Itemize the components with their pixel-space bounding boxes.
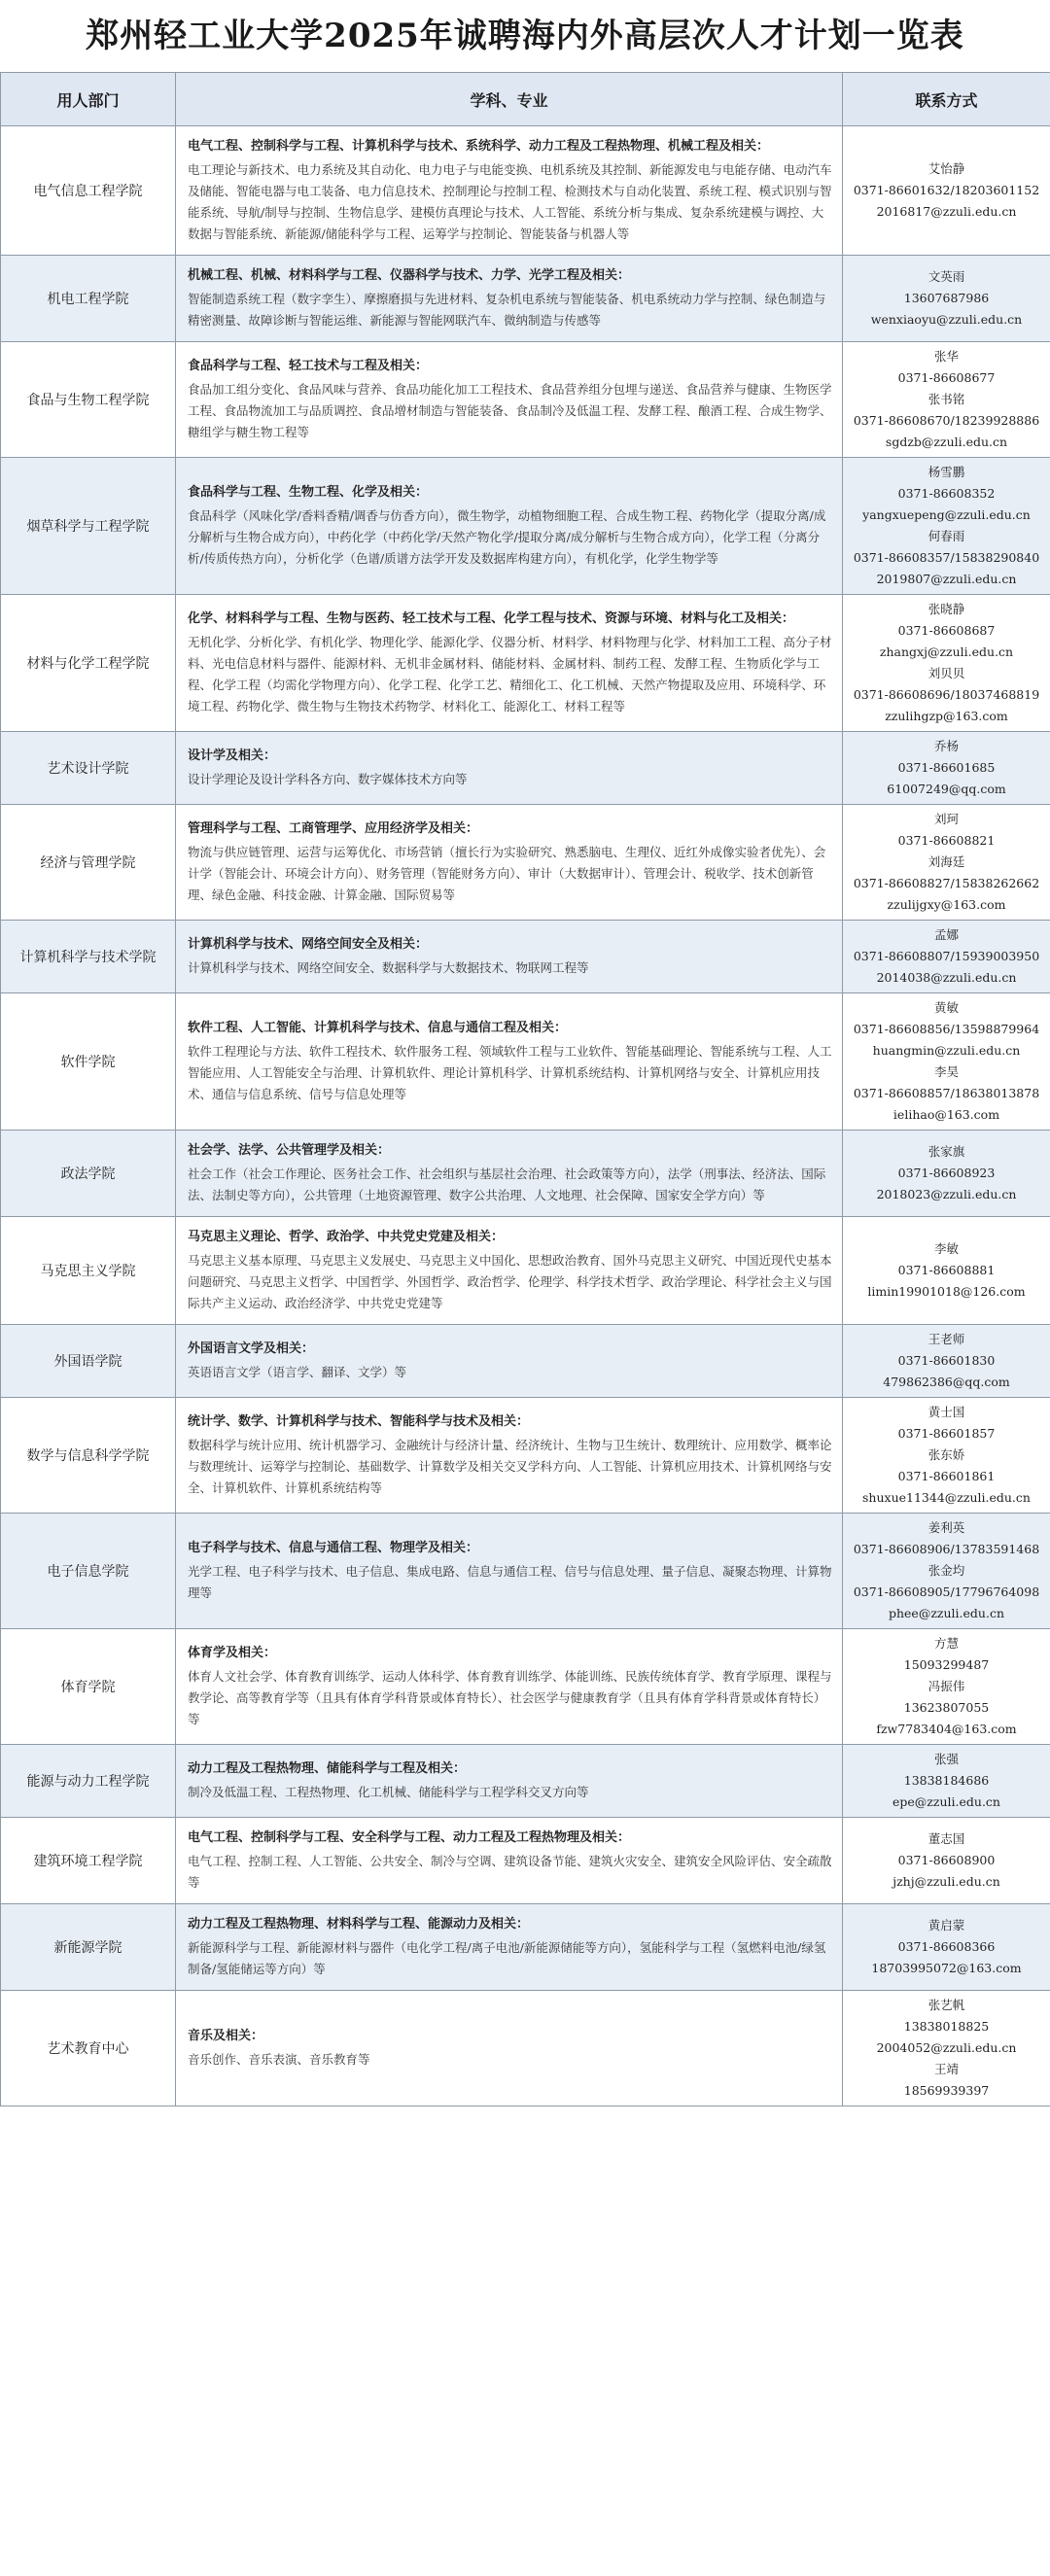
contact-cell <box>843 256 1050 342</box>
table-row <box>1 595 1050 732</box>
contact-cell <box>843 993 1050 1131</box>
contact-line: 0371-86608900 <box>897 1853 996 1867</box>
contact-line: 0371-86608677 <box>897 370 996 385</box>
contact-line: jzhj@zzuli.edu.cn <box>892 1874 1000 1889</box>
subject-cell <box>176 1745 843 1818</box>
subject-category: 设计学及相关： <box>188 748 277 763</box>
subject-description: 电气工程、控制工程、人工智能、公共安全、制冷与空调、建筑设备节能、建筑火灾安全、建筑安全风险评估、安全疏散等 <box>188 1854 832 1890</box>
subject-category: 食品科学与工程、轻工技术与工程及相关： <box>188 359 429 373</box>
contact-line: 0371-86601857 <box>897 1426 996 1441</box>
contact-line: 冯振伟 <box>928 1679 965 1693</box>
contact-line: zzulijgxy@163.com <box>887 897 1006 912</box>
header-subject: 学科、专业 <box>176 73 843 126</box>
contact-line: 何春雨 <box>928 529 965 543</box>
contact-cell <box>843 458 1050 595</box>
table-row <box>1 1514 1050 1629</box>
table-row <box>1 1991 1050 2106</box>
contact-line: 乔杨 <box>933 739 959 753</box>
contact-line: ielihao@163.com <box>892 1107 1000 1122</box>
table-row <box>1 1904 1050 1991</box>
contact-line: 13607687986 <box>903 291 990 305</box>
contact-line: 刘珂 <box>933 812 959 826</box>
contact-cell <box>843 805 1050 921</box>
table-row <box>1 732 1050 805</box>
subject-cell <box>176 1325 843 1398</box>
subject-description: 马克思主义基本原理、马克思主义发展史、马克思主义中国化、思想政治教育、国外马克思主义研究、中国近现代史基本问题研究、马克思主义哲学、中国哲学、外国哲学、政治哲学、伦理学、科学技术哲学、政治学理论、科学社会主义与国际共产主义运动、政治经济学、中共党史党建等 <box>188 1253 832 1310</box>
contact-line: yangxuepeng@zzuli.edu.cn <box>862 507 1031 522</box>
department-cell: 机电工程学院 <box>1 256 176 342</box>
subject-category: 音乐及相关： <box>188 2029 264 2043</box>
contact-cell <box>843 1904 1050 1991</box>
subject-category: 软件工程、人工智能、计算机科学与技术、信息与通信工程及相关： <box>188 1021 568 1035</box>
department-cell: 计算机科学与技术学院 <box>1 921 176 993</box>
header-contact: 联系方式 <box>843 73 1050 126</box>
table-row <box>1 126 1050 256</box>
subject-cell <box>176 805 843 921</box>
table-row <box>1 1325 1050 1398</box>
subject-category: 食品科学与工程、生物工程、化学及相关： <box>188 485 429 500</box>
contact-line: 姜利英 <box>928 1520 965 1535</box>
contact-line: 0371-86608827/15838262662 <box>853 876 1040 890</box>
contact-line: 2019807@zzuli.edu.cn <box>876 572 1017 586</box>
subject-description: 音乐创作、音乐表演、音乐教育等 <box>188 2052 370 2067</box>
subject-cell <box>176 342 843 458</box>
subject-cell <box>176 595 843 732</box>
subject-cell <box>176 256 843 342</box>
contact-line: 0371-86601632/18203601152 <box>853 183 1040 197</box>
contact-line: 0371-86608821 <box>897 833 996 848</box>
subject-cell <box>176 1904 843 1991</box>
contact-line: huangmin@zzuli.edu.cn <box>872 1043 1021 1058</box>
contact-line: 0371-86608357/15838290840 <box>853 550 1040 565</box>
contact-line: 18569939397 <box>903 2083 990 2098</box>
department-cell: 建筑环境工程学院 <box>1 1818 176 1904</box>
subject-category: 马克思主义理论、哲学、政治学、中共党史党建及相关： <box>188 1230 505 1244</box>
subject-cell <box>176 1131 843 1217</box>
table-row <box>1 342 1050 458</box>
subject-description: 智能制造系统工程（数字孪生）、摩擦磨损与先进材料、复杂机电系统与智能装备、机电系统动力学与控制、绿色制造与精密测量、故障诊断与智能运维、新能源与智能网联汽车、微纳制造与传感等 <box>188 292 826 328</box>
contact-cell <box>843 921 1050 993</box>
contact-line: 董志国 <box>928 1831 965 1846</box>
contact-cell <box>843 126 1050 256</box>
subject-cell <box>176 1629 843 1745</box>
subject-category: 电子科学与技术、信息与通信工程、物理学及相关： <box>188 1541 479 1555</box>
contact-cell <box>843 1818 1050 1904</box>
subject-description: 英语语言文学（语言学、翻译、文学）等 <box>188 1365 407 1379</box>
department-cell: 艺术设计学院 <box>1 732 176 805</box>
contact-line: 方慧 <box>933 1636 959 1651</box>
contact-line: 张家旗 <box>928 1144 965 1159</box>
contact-line: 0371-86608352 <box>897 486 996 501</box>
contact-line: limin19901018@126.com <box>867 1284 1026 1299</box>
contact-cell <box>843 595 1050 732</box>
contact-line: 黄士国 <box>928 1405 965 1419</box>
contact-cell <box>843 1991 1050 2106</box>
contact-line: zhangxj@zzuli.edu.cn <box>879 644 1014 659</box>
table-row <box>1 1818 1050 1904</box>
contact-line: 13838184686 <box>903 1773 990 1788</box>
subject-category: 体育学及相关： <box>188 1646 277 1660</box>
contact-line: 0371-86608366 <box>897 1939 996 1954</box>
subject-cell <box>176 1398 843 1514</box>
department-cell: 马克思主义学院 <box>1 1217 176 1325</box>
subject-description: 光学工程、电子科学与技术、电子信息、集成电路、信息与通信工程、信号与信息处理、量子信息、凝聚态物理、计算物理等 <box>188 1564 832 1600</box>
page-title: 郑州轻工业大学2025年诚聘海内外高层次人才计划一览表 <box>86 17 964 55</box>
contact-line: 刘贝贝 <box>928 666 965 680</box>
subject-description: 食品加工组分变化、食品风味与营养、食品功能化加工工程技术、食品营养组分包埋与递送、食品营养与健康、生物医学工程、食品物流加工与品质调控、食品增材制造与智能装备、食品制冷及低温工程、发酵工程、酿酒工程、合成生物学、糖组学与糖生物工程等 <box>188 382 832 439</box>
subject-category: 电气工程、控制科学与工程、计算机科学与技术、系统科学、动力工程及工程热物理、机械工程及相关： <box>188 139 770 154</box>
contact-line: 刘海廷 <box>928 854 965 869</box>
contact-cell <box>843 1629 1050 1745</box>
subject-cell <box>176 993 843 1131</box>
contact-line: sgdzb@zzuli.edu.cn <box>885 435 1008 449</box>
contact-line: 479862386@qq.com <box>883 1375 1010 1389</box>
contact-line: zzulihgzp@163.com <box>885 709 1008 723</box>
subject-description: 食品科学（风味化学/香料香精/调香与仿香方向），微生物学，动植物细胞工程、合成生物工程、药物化学（提取分离/成分解析与生物合成方向），中药化学（中药化学/天然产物化学/提取分离/成分解析与生物合成方向），化学工程（分离分析/传质传热方向），分析化学（色谱/质谱方法学开发及数据库构建方向），有机化学，化学生物学等 <box>188 508 826 566</box>
subject-description: 计算机科学与技术、网络空间安全、数据科学与大数据技术、物联网工程等 <box>188 960 589 975</box>
subject-category: 计算机科学与技术、网络空间安全及相关： <box>188 937 429 952</box>
table-row <box>1 1745 1050 1818</box>
subject-cell <box>176 126 843 256</box>
contact-line: 李昊 <box>933 1064 959 1079</box>
subject-cell <box>176 1991 843 2106</box>
subject-category: 动力工程及工程热物理、材料科学与工程、能源动力及相关： <box>188 1917 530 1932</box>
contact-line: shuxue11344@zzuli.edu.cn <box>862 1490 1031 1505</box>
table-row <box>1 993 1050 1131</box>
contact-line: 0371-86608923 <box>897 1166 996 1180</box>
contact-line: 13623807055 <box>903 1700 990 1715</box>
department-cell: 外国语学院 <box>1 1325 176 1398</box>
subject-category: 管理科学与工程、工商管理学、应用经济学及相关： <box>188 821 479 836</box>
subject-description: 电工理论与新技术、电力系统及其自动化、电力电子与电能变换、电机系统及其控制、新能源发电与电能存储、电动汽车及储能、智能电器与电工装备、电力信息技术、控制理论与控制工程、检测技术与自动化装置、系统工程、模式识别与智能系统、导航/制导与控制、生物信息学、建模仿真理论与技术、人工智能、系统分析与集成、复杂系统建模与调控、大数据与智能系统、新能源/储能科学与工程、运筹学与控制论、智能装备与机器人等 <box>188 162 832 241</box>
subject-cell <box>176 1818 843 1904</box>
contact-line: 张强 <box>933 1752 959 1766</box>
table-row <box>1 805 1050 921</box>
contact-line: 王老师 <box>928 1332 965 1346</box>
subject-category: 机械工程、机械、材料科学与工程、仪器科学与技术、力学、光学工程及相关： <box>188 268 631 283</box>
department-cell: 政法学院 <box>1 1131 176 1217</box>
contact-line: 0371-86608906/13783591468 <box>853 1542 1040 1556</box>
contact-line: 张金均 <box>928 1563 965 1578</box>
subject-description: 数据科学与统计应用、统计机器学习、金融统计与经济计量、经济统计、生物与卫生统计、数理统计、应用数学、概率论与数理统计、运筹学与控制论、基础数学、计算数学及相关交叉学科方向、人工智能、计算机应用技术、计算机网络与安全、计算机软件、计算机系统结构等 <box>188 1438 832 1495</box>
contact-line: 张华 <box>933 349 959 364</box>
contact-line: 孟娜 <box>933 927 959 942</box>
contact-line: 0371-86608857/18638013878 <box>853 1086 1040 1100</box>
contact-line: 61007249@qq.com <box>887 782 1006 796</box>
contact-cell <box>843 1217 1050 1325</box>
contact-line: 艾怡静 <box>928 161 965 176</box>
contact-line: 文英雨 <box>928 269 965 284</box>
contact-line: 0371-86601861 <box>897 1469 996 1483</box>
contact-line: wenxiaoyu@zzuli.edu.cn <box>870 312 1023 327</box>
contact-line: 0371-86608856/13598879964 <box>853 1022 1040 1036</box>
department-cell: 体育学院 <box>1 1629 176 1745</box>
contact-line: 张艺帆 <box>928 1998 965 2012</box>
contact-cell <box>843 342 1050 458</box>
contact-line: phee@zzuli.edu.cn <box>888 1606 1004 1620</box>
subject-description: 软件工程理论与方法、软件工程技术、软件服务工程、领域软件工程与工业软件、智能基础理论、智能系统与工程、人工智能应用、人工智能安全与治理、计算机软件、理论计算机科学、计算机系统结构、计算机网络与安全、计算机应用技术、通信与信息系统、信号与信息处理等 <box>188 1044 832 1101</box>
contact-line: 杨雪鹏 <box>928 465 965 479</box>
department-cell: 艺术教育中心 <box>1 1991 176 2106</box>
table-row <box>1 1217 1050 1325</box>
subject-description: 制冷及低温工程、工程热物理、化工机械、储能科学与工程学科交叉方向等 <box>188 1785 589 1799</box>
subject-cell <box>176 921 843 993</box>
contact-line: 黄敏 <box>933 1000 959 1015</box>
contact-line: 黄启蒙 <box>928 1918 965 1932</box>
subject-description: 物流与供应链管理、运营与运筹优化、市场营销（擅长行为实验研究、熟悉脑电、生理仪、近红外成像实验者优先）、会计学（智能会计、环境会计方向）、财务管理（智能财务方向）、审计（大数据审计）、管理会计、税收学、技术创新管理、绿色金融、科技金融、计算金融、国际贸易等 <box>188 845 826 902</box>
contact-cell <box>843 1745 1050 1818</box>
header-department: 用人部门 <box>1 73 176 126</box>
subject-category: 社会学、法学、公共管理学及相关： <box>188 1143 391 1158</box>
subject-cell <box>176 1217 843 1325</box>
subject-category: 统计学、数学、计算机科学与技术、智能科学与技术及相关： <box>188 1414 530 1429</box>
table-row <box>1 458 1050 595</box>
contact-line: 王靖 <box>933 2062 959 2076</box>
subject-description: 社会工作（社会工作理论、医务社会工作、社会组织与基层社会治理、社会政策等方向），法学（刑事法、经济法、国际法、法制史等方向），公共管理（土地资源管理、数字公共治理、人文地理、社会保障、国家安全学方向）等 <box>188 1166 826 1202</box>
subject-category: 化学、材料科学与工程、生物与医药、轻工技术与工程、化学工程与技术、资源与环境、材料与化工及相关： <box>188 611 795 626</box>
department-cell: 软件学院 <box>1 993 176 1131</box>
contact-line: fzw7783404@163.com <box>876 1722 1017 1736</box>
contact-line: 0371-86608905/17796764098 <box>853 1584 1040 1599</box>
contact-line: 2016817@zzuli.edu.cn <box>876 204 1017 219</box>
department-cell: 材料与化学工程学院 <box>1 595 176 732</box>
contact-cell <box>843 1514 1050 1629</box>
subject-cell <box>176 732 843 805</box>
contact-line: 李敏 <box>933 1241 959 1256</box>
department-cell: 电子信息学院 <box>1 1514 176 1629</box>
contact-line: 张书铭 <box>928 392 965 406</box>
subject-description: 设计学理论及设计学科各方向、数字媒体技术方向等 <box>188 772 468 786</box>
department-cell: 新能源学院 <box>1 1904 176 1991</box>
table-row <box>1 256 1050 342</box>
subject-category: 动力工程及工程热物理、储能科学与工程及相关： <box>188 1761 467 1776</box>
table-row <box>1 921 1050 993</box>
contact-line: 0371-86608670/18239928886 <box>853 413 1040 428</box>
contact-line: 0371-86608687 <box>897 623 996 638</box>
contact-line: 0371-86608881 <box>897 1263 996 1277</box>
contact-line: 0371-86608807/15939003950 <box>853 949 1040 963</box>
talent-plan-table <box>0 72 1050 2106</box>
subject-cell <box>176 1514 843 1629</box>
contact-line: 0371-86601685 <box>897 760 996 775</box>
subject-description: 新能源科学与工程、新能源材料与器件（电化学工程/离子电池/新能源储能等方向），氢能科学与工程（氢燃料电池/绿氢制备/氢能储运等方向）等 <box>188 1940 826 1976</box>
contact-line: 2018023@zzuli.edu.cn <box>876 1187 1017 1201</box>
department-cell: 烟草科学与工程学院 <box>1 458 176 595</box>
subject-description: 体育人文社会学、体育教育训练学、运动人体科学、体育教育训练学、体能训练、民族传统体育学、教育学原理、课程与教学论、高等教育学等（且具有体育学科背景或体育特长）、社会医学与健康教育学（且具有体育学科背景或体育特长）等 <box>188 1669 832 1726</box>
contact-line: 2014038@zzuli.edu.cn <box>876 970 1017 985</box>
contact-line: 张东娇 <box>928 1447 965 1462</box>
table-row <box>1 1398 1050 1514</box>
department-cell: 电气信息工程学院 <box>1 126 176 256</box>
table-header-row <box>1 73 1050 126</box>
contact-line: 18703995072@163.com <box>871 1961 1022 1975</box>
contact-line: 张晓静 <box>928 602 965 616</box>
department-cell: 食品与生物工程学院 <box>1 342 176 458</box>
table-body <box>1 126 1050 2106</box>
contact-line: 15093299487 <box>903 1657 990 1672</box>
contact-cell <box>843 1398 1050 1514</box>
table-row <box>1 1629 1050 1745</box>
contact-line: epe@zzuli.edu.cn <box>892 1794 1000 1809</box>
contact-cell <box>843 732 1050 805</box>
subject-description: 无机化学、分析化学、有机化学、物理化学、能源化学、仪器分析、材料学、材料物理与化学、材料加工工程、高分子材料、光电信息材料与器件、能源材料、无机非金属材料、储能材料、金属材料、制药工程、发酵工程、生物质化学与工程、化学工程（均需化学物理方向）、化学工程、化学工艺、精细化工、化工机械、天然产物提取及应用、环境科学、环境工程、药物化学、微生物与生物技术药物学、材料化工、能源化工、材料工程等 <box>188 635 832 714</box>
table-row <box>1 1131 1050 1217</box>
department-cell: 能源与动力工程学院 <box>1 1745 176 1818</box>
contact-line: 0371-86608696/18037468819 <box>853 687 1040 702</box>
contact-cell <box>843 1131 1050 1217</box>
contact-line: 2004052@zzuli.edu.cn <box>876 2040 1017 2055</box>
subject-cell <box>176 458 843 595</box>
contact-line: 0371-86601830 <box>897 1353 996 1368</box>
subject-category: 外国语言文学及相关： <box>188 1341 315 1356</box>
department-cell: 经济与管理学院 <box>1 805 176 921</box>
contact-line: 13838018825 <box>903 2019 990 2034</box>
contact-cell <box>843 1325 1050 1398</box>
subject-category: 电气工程、控制科学与工程、安全科学与工程、动力工程及工程热物理及相关： <box>188 1830 631 1845</box>
department-cell: 数学与信息科学学院 <box>1 1398 176 1514</box>
